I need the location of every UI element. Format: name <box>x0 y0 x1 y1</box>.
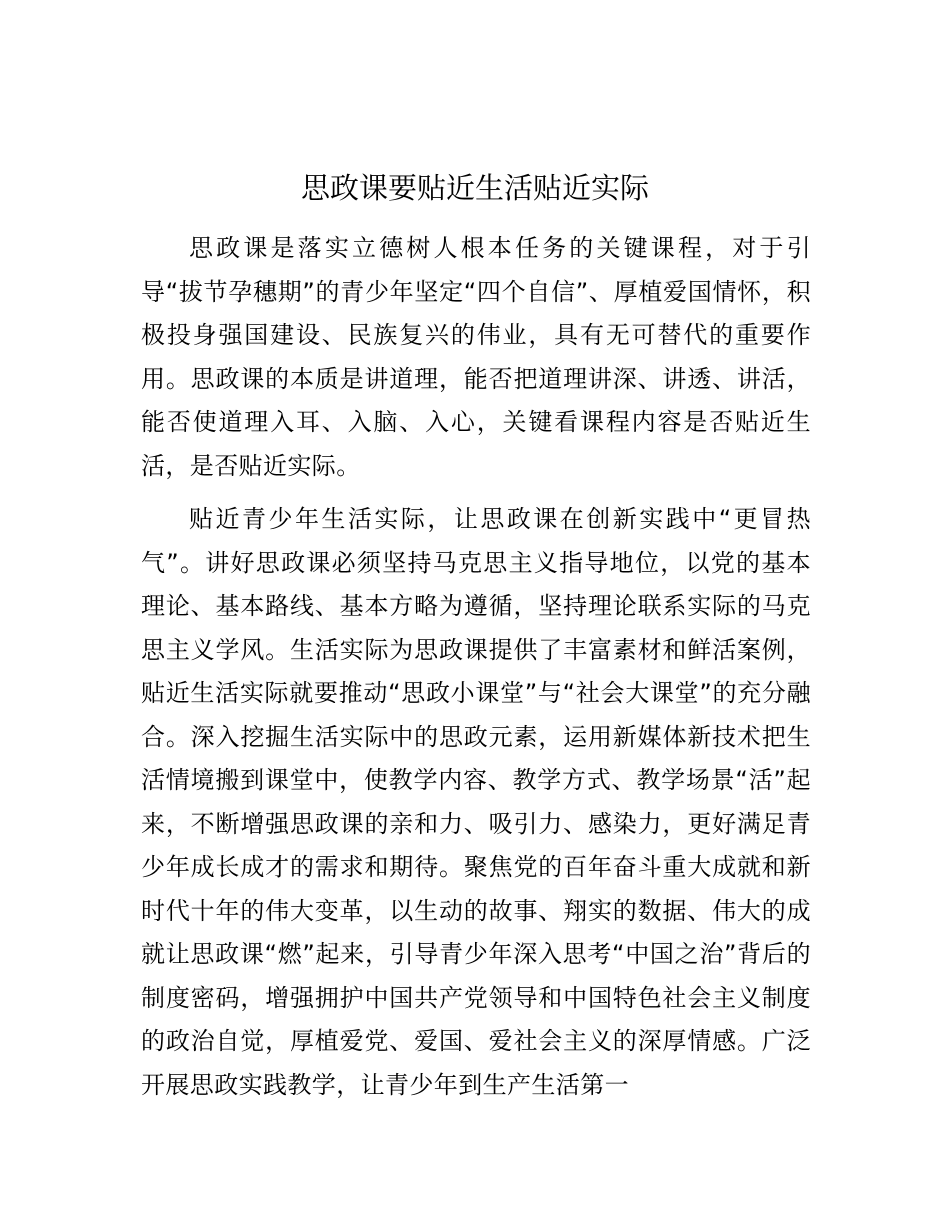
document-title: 思政课要贴近生活贴近实际 <box>300 171 649 205</box>
paragraph-2: 贴近青少年生活实际，让思政课在创新实践中“更冒热气”。讲好思政课必须坚持马克思主义指导地位，以党的基本理论、基本路线、基本方略为遵循，坚持理论联系实际的马克思主义学风。生活实际为思政课提供了丰富素材和鲜活案例，贴近生活实际就要推动“思政小课堂”与“社会大课堂”的充分融合。深入挖掘生活实际中的思政元素，运用新媒体新技术把生活情境搬到课堂中，使教学内容、教学方式、教学场景“活”起来，不断增强思政课的亲和力、吸引力、感染力，更好满足青少年成长成才的需求和期待。聚焦党的百年奋斗重大成就和新时代十年的伟大变革，以生动的故事、翔实的数据、伟大的成就让思政课“燃”起来，引导青少年深入思考“中国之治”背后的制度密码，增强拥护中国共产党领导和中国特色社会主义制度的政治自觉，厚植爱党、爱国、爱社会主义的深厚情感。广泛开展思政实践教学，让青少年到生产生活第一 <box>141 505 811 1099</box>
document-body <box>141 227 811 1107</box>
paragraph-1: 思政课是落实立德树人根本任务的关键课程，对于引导“拔节孕穗期”的青少年坚定“四个自信”、厚植爱国情怀，积极投身强国建设、民族复兴的伟业，具有无可替代的重要作用。思政课的本质是讲道理，能否把道理讲深、讲透、讲活，能否使道理入耳、入脑、入心，关键看课程内容是否贴近生活，是否贴近实际。 <box>141 234 811 480</box>
